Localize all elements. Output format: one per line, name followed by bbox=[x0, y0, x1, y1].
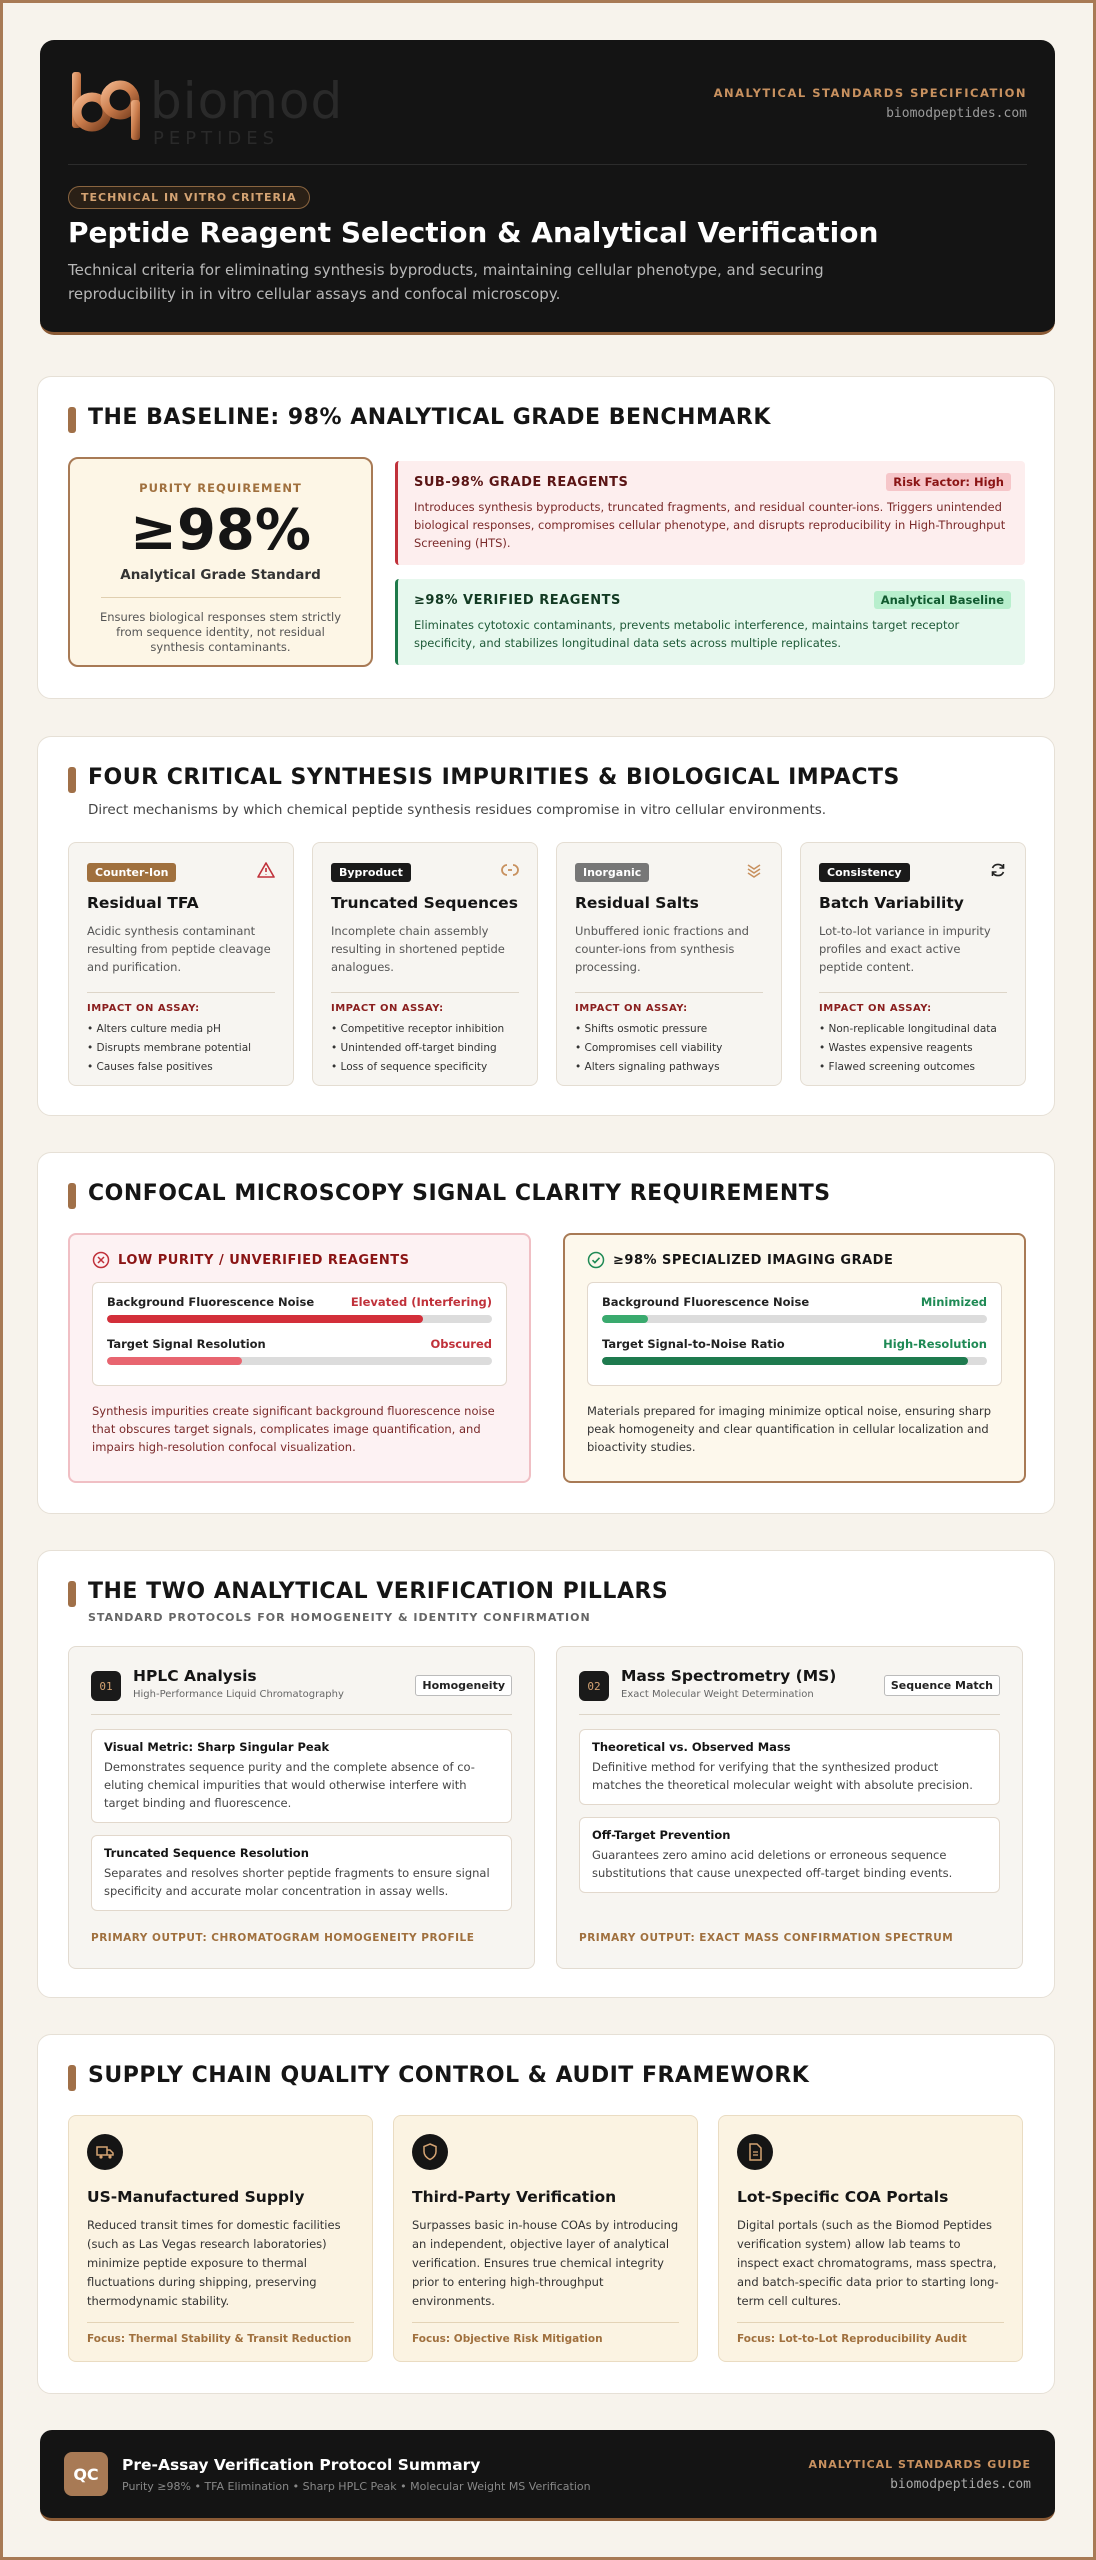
impact-item: • Unintended off-target binding bbox=[331, 1039, 519, 1058]
impurity-card bbox=[68, 842, 294, 1086]
impact-label: IMPACT ON ASSAY: bbox=[331, 1003, 444, 1014]
purity-label: PURITY REQUIREMENT bbox=[139, 481, 302, 495]
page-title: Peptide Reagent Selection & Analytical Verification bbox=[68, 216, 879, 249]
supply-focus: Focus: Lot-to-Lot Reproducibility Audit bbox=[737, 2333, 967, 2345]
purity-value: ≥98% bbox=[130, 498, 311, 563]
baseline-badge: Analytical Baseline bbox=[874, 591, 1011, 609]
metric-fill bbox=[602, 1357, 968, 1365]
block-body: Separates and resolves shorter peptide fragments to ensure signal specificity and accurate molar concentration in assay wells. bbox=[104, 1866, 490, 1898]
category-badge: Counter-Ion bbox=[87, 863, 176, 882]
heading-text: LOW PURITY / UNVERIFIED REAGENTS bbox=[118, 1253, 410, 1268]
sub-grade-card bbox=[395, 461, 1025, 565]
block-heading: Theoretical vs. Observed Mass bbox=[592, 1740, 791, 1754]
refresh-icon bbox=[989, 861, 1007, 879]
baseline-section bbox=[37, 376, 1055, 699]
divider bbox=[819, 992, 1007, 993]
pillar-block bbox=[579, 1729, 1000, 1805]
supply-title: Lot-Specific COA Portals bbox=[737, 2188, 949, 2206]
panel-body: Synthesis impurities create significant background fluorescence noise that obscures target signals, complicates image quantification, and impairs high-resolution confocal visualization. bbox=[92, 1404, 495, 1454]
category-badge: Inorganic bbox=[575, 863, 649, 882]
divider bbox=[87, 992, 275, 993]
impact-item: • Alters signaling pathways bbox=[575, 1058, 763, 1077]
heading-text: ≥98% SPECIALIZED IMAGING GRADE bbox=[613, 1253, 894, 1268]
section-title: THE TWO ANALYTICAL VERIFICATION PILLARS bbox=[68, 1579, 668, 1604]
pillar-number: 02 bbox=[579, 1671, 609, 1701]
divider bbox=[737, 2322, 1004, 2323]
metric-bar bbox=[107, 1357, 492, 1365]
metrics-box bbox=[92, 1282, 507, 1386]
page-header bbox=[40, 40, 1055, 335]
impact-item: • Flawed screening outcomes bbox=[819, 1058, 1007, 1077]
header-pill: TECHNICAL IN VITRO CRITERIA bbox=[68, 186, 310, 209]
check-circle-icon bbox=[587, 1251, 605, 1269]
supply-focus: Focus: Objective Risk Mitigation bbox=[412, 2333, 603, 2345]
impact-item: • Causes false positives bbox=[87, 1058, 275, 1077]
panel-body: Materials prepared for imaging minimize optical noise, ensuring sharp peak homogeneity and clear quantification in cellular localization and bioactivity studies. bbox=[587, 1404, 992, 1454]
sub-grade-heading: SUB-98% GRADE REAGENTS bbox=[414, 475, 629, 490]
metric-value: Elevated (Interfering) bbox=[350, 1295, 492, 1309]
footer-title: Pre-Assay Verification Protocol Summary bbox=[122, 2456, 481, 2474]
impurity-title: Batch Variability bbox=[819, 894, 964, 912]
footer-subtitle: Purity ≥98% • TFA Elimination • Sharp HPLC Peak • Molecular Weight MS Verification bbox=[122, 2480, 591, 2493]
impurity-card bbox=[800, 842, 1026, 1086]
metric-value: Obscured bbox=[430, 1337, 492, 1351]
metrics-box bbox=[587, 1282, 1002, 1386]
warning-icon bbox=[257, 861, 275, 879]
sub-grade-body: Introduces synthesis byproducts, truncated fragments, and residual counter-ions. Triggers unintended biological responses, compromises cellular phenotype, and disrupts reproducibility in High-Throughput Screening (HTS). bbox=[414, 500, 1006, 550]
footer-url[interactable]: biomodpeptides.com bbox=[890, 2477, 1031, 2492]
supply-card bbox=[68, 2115, 373, 2362]
impurity-title: Residual Salts bbox=[575, 894, 699, 912]
impact-item: • Compromises cell viability bbox=[575, 1039, 763, 1058]
divider bbox=[331, 992, 519, 993]
header-url[interactable]: biomodpeptides.com bbox=[886, 106, 1027, 121]
pillar-title: Mass Spectrometry (MS) bbox=[621, 1667, 837, 1685]
confocal-section bbox=[37, 1152, 1055, 1514]
impact-item: • Alters culture media pH bbox=[87, 1020, 275, 1039]
category-badge: Byproduct bbox=[331, 863, 411, 882]
divider bbox=[87, 2322, 354, 2323]
section-title: FOUR CRITICAL SYNTHESIS IMPURITIES & BIOLOGICAL IMPACTS bbox=[68, 765, 900, 790]
metric-label: Target Signal Resolution bbox=[107, 1337, 266, 1351]
low-purity-heading bbox=[92, 1253, 507, 1268]
category-badge: Consistency bbox=[819, 863, 910, 882]
block-heading: Visual Metric: Sharp Singular Peak bbox=[104, 1740, 330, 1754]
pillars-section bbox=[37, 1550, 1055, 1998]
qc-badge: QC bbox=[64, 2452, 108, 2496]
impurity-description: Unbuffered ionic fractions and counter-ions from synthesis processing. bbox=[575, 924, 749, 974]
impurity-description: Acidic synthesis contaminant resulting from peptide cleavage and purification. bbox=[87, 924, 271, 974]
metric-value: Minimized bbox=[920, 1295, 987, 1309]
block-body: Definitive method for verifying that the synthesized product matches the theoretical molecular weight with absolute precision. bbox=[592, 1760, 973, 1792]
pillar-tag: Sequence Match bbox=[884, 1675, 1000, 1696]
metric-label: Background Fluorescence Noise bbox=[107, 1295, 315, 1309]
supply-focus: Focus: Thermal Stability & Transit Reduction bbox=[87, 2333, 352, 2345]
supply-section bbox=[37, 2034, 1055, 2394]
verified-grade-card bbox=[395, 579, 1025, 665]
impact-item: • Non-replicable longitudinal data bbox=[819, 1020, 1007, 1039]
imaging-grade-panel bbox=[563, 1233, 1026, 1483]
metric-bar bbox=[602, 1357, 987, 1365]
pillar-block bbox=[91, 1835, 512, 1911]
block-heading: Off-Target Prevention bbox=[592, 1828, 731, 1842]
metric-fill bbox=[107, 1357, 242, 1365]
impact-item: • Disrupts membrane potential bbox=[87, 1039, 275, 1058]
impurity-card bbox=[556, 842, 782, 1086]
supply-card bbox=[718, 2115, 1023, 2362]
low-purity-panel bbox=[68, 1233, 531, 1483]
pillar-output: PRIMARY OUTPUT: CHROMATOGRAM HOMOGENEITY PROFILE bbox=[91, 1932, 475, 1944]
pillar-number: 01 bbox=[91, 1671, 121, 1701]
impact-label: IMPACT ON ASSAY: bbox=[575, 1003, 688, 1014]
block-heading: Truncated Sequence Resolution bbox=[104, 1846, 309, 1860]
impact-item: • Competitive receptor inhibition bbox=[331, 1020, 519, 1039]
supply-card bbox=[393, 2115, 698, 2362]
impurity-title: Residual TFA bbox=[87, 894, 199, 912]
impurity-title: Truncated Sequences bbox=[331, 894, 518, 912]
section-title: CONFOCAL MICROSCOPY SIGNAL CLARITY REQUIREMENTS bbox=[68, 1181, 831, 1206]
purity-card bbox=[68, 457, 373, 667]
divider bbox=[579, 1714, 1000, 1715]
pillar-card bbox=[68, 1646, 535, 1969]
pillar-title: HPLC Analysis bbox=[133, 1667, 257, 1685]
impact-item: • Loss of sequence specificity bbox=[331, 1058, 519, 1077]
impact-item: • Wastes expensive reagents bbox=[819, 1039, 1007, 1058]
metric-fill bbox=[602, 1315, 648, 1323]
truck-icon bbox=[87, 2134, 123, 2170]
logo-mark-icon bbox=[68, 68, 144, 144]
supply-description: Digital portals (such as the Biomod Peptides verification system) allow lab teams to inspect exact chromatograms, mass spectra, and batch-specific data prior to starting long-term cell cultures. bbox=[737, 2218, 999, 2308]
pillar-block bbox=[579, 1817, 1000, 1893]
supply-description: Reduced transit times for domestic facilities (such as Las Vegas research laboratories) minimize peptide exposure to thermal fluctuations during shipping, preserving thermodynamic stability. bbox=[87, 2218, 341, 2308]
section-kicker: STANDARD PROTOCOLS FOR HOMOGENEITY & IDENTITY CONFIRMATION bbox=[88, 1611, 591, 1624]
divider bbox=[412, 2322, 679, 2323]
layers-icon bbox=[745, 861, 763, 879]
pillar-subtitle: Exact Molecular Weight Determination bbox=[621, 1689, 814, 1700]
pillar-card bbox=[556, 1646, 1023, 1969]
supply-description: Surpasses basic in-house COAs by introducing an independent, objective layer of analytical verification. Ensures true chemical integrity prior to entering high-throughput environments. bbox=[412, 2218, 679, 2308]
page-description: Technical criteria for eliminating synthesis byproducts, maintaining cellular phenotype, and securing reproducibility in in vitro cellular assays and confocal microscopy. bbox=[68, 261, 824, 303]
page-footer bbox=[40, 2430, 1055, 2521]
supply-title: US-Manufactured Supply bbox=[87, 2188, 305, 2206]
pillar-block bbox=[91, 1729, 512, 1823]
pillar-tag: Homogeneity bbox=[415, 1675, 512, 1696]
footer-kicker: ANALYTICAL STANDARDS GUIDE bbox=[808, 2458, 1031, 2471]
section-subtitle: Direct mechanisms by which chemical peptide synthesis residues compromise in vitro cellular environments. bbox=[88, 802, 827, 818]
metric-fill bbox=[107, 1315, 423, 1323]
block-body: Demonstrates sequence purity and the complete absence of co-eluting chemical impurities that would otherwise interfere with target binding and fluorescence. bbox=[104, 1760, 475, 1810]
pillar-output: PRIMARY OUTPUT: EXACT MASS CONFIRMATION SPECTRUM bbox=[579, 1932, 954, 1944]
purity-note: Ensures biological responses stem strictly from sequence identity, not residual synthesis contaminants. bbox=[99, 610, 342, 654]
impurities-section bbox=[37, 736, 1055, 1116]
impact-label: IMPACT ON ASSAY: bbox=[87, 1003, 200, 1014]
section-title: SUPPLY CHAIN QUALITY CONTROL & AUDIT FRAMEWORK bbox=[68, 2063, 809, 2088]
purity-standard: Analytical Grade Standard bbox=[120, 567, 321, 583]
metric-label: Target Signal-to-Noise Ratio bbox=[602, 1337, 785, 1351]
imaging-grade-heading bbox=[587, 1253, 1002, 1268]
section-title: THE BASELINE: 98% ANALYTICAL GRADE BENCHMARK bbox=[68, 405, 771, 430]
divider bbox=[575, 992, 763, 993]
document-icon bbox=[737, 2134, 773, 2170]
impurity-description: Lot-to-lot variance in impurity profiles and exact active peptide content. bbox=[819, 924, 991, 974]
metric-value: High-Resolution bbox=[883, 1337, 987, 1351]
pillar-subtitle: High-Performance Liquid Chromatography bbox=[133, 1689, 344, 1700]
header-kicker: ANALYTICAL STANDARDS SPECIFICATION bbox=[713, 86, 1027, 100]
impact-label: IMPACT ON ASSAY: bbox=[819, 1003, 932, 1014]
supply-title: Third-Party Verification bbox=[412, 2188, 617, 2206]
metric-label: Background Fluorescence Noise bbox=[602, 1295, 810, 1309]
impurity-card bbox=[312, 842, 538, 1086]
block-body: Guarantees zero amino acid deletions or erroneous sequence substitutions that cause unexpected off-target binding events. bbox=[592, 1848, 953, 1880]
metric-bar bbox=[107, 1315, 492, 1323]
impurity-description: Incomplete chain assembly resulting in shortened peptide analogues. bbox=[331, 924, 505, 974]
divider bbox=[91, 1714, 512, 1715]
logo-text: biomod bbox=[150, 72, 344, 130]
verified-grade-heading: ≥98% VERIFIED REAGENTS bbox=[414, 593, 621, 608]
shield-icon bbox=[412, 2134, 448, 2170]
divider bbox=[101, 597, 341, 598]
metric-bar bbox=[602, 1315, 987, 1323]
close-circle-icon bbox=[92, 1251, 110, 1269]
logo-subtext: PEPTIDES bbox=[153, 128, 280, 149]
broken-link-icon bbox=[501, 861, 519, 879]
impact-item: • Shifts osmotic pressure bbox=[575, 1020, 763, 1039]
header-divider bbox=[68, 164, 1027, 165]
risk-badge: Risk Factor: High bbox=[886, 473, 1011, 491]
verified-grade-body: Eliminates cytotoxic contaminants, prevents metabolic interference, maintains target receptor specificity, and stabilizes longitudinal data sets across multiple replicates. bbox=[414, 618, 960, 650]
